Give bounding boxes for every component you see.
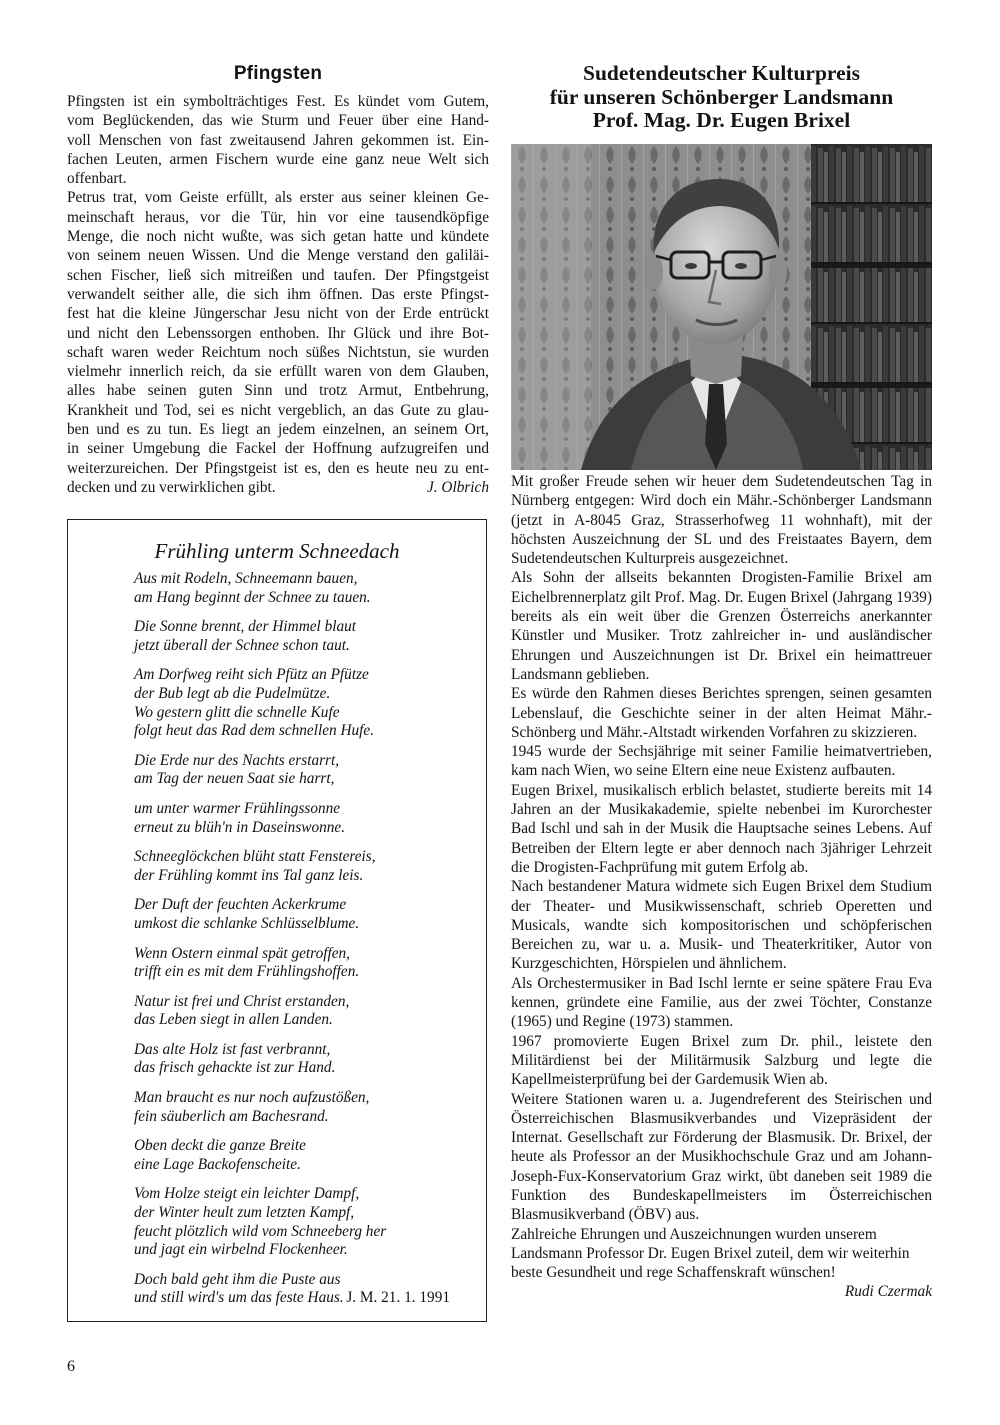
poem-stanza	[134, 945, 474, 982]
poem-line: umkost die schlanke Schlüsselblume.	[134, 914, 360, 932]
article-paragraph: Mit großer Freude sehen wir heuer dem Sudetendeutschen Tag in Nürnberg entgegen: Wird doch ein Mähr.-Schönberger Landsmann (jetzt in A-8045 Graz, Strasserhofweg 11 wohnhaft), mit der höchsten Auszeichnung der SL und des Freistaates Bayern, dem Sudetendeutschen Kulturpreis ausgezeichnet.	[511, 473, 932, 568]
poem-line: das frisch gehackte ist zur Hand.	[134, 1059, 336, 1077]
poem-stanza	[134, 1041, 474, 1078]
portrait-photo	[511, 144, 932, 470]
pfingsten-line: offenbart.	[67, 170, 127, 188]
headline-line: für unseren Schönberger Landsmann	[549, 84, 894, 109]
poem-line: Man braucht es nur noch aufzustößen,	[134, 1089, 370, 1107]
poem-line: trifft ein es mit dem Frühlingshoffen.	[134, 963, 360, 981]
poem-line: folgt heut das Rad dem schnellen Hufe.	[134, 722, 375, 740]
article-paragraph: Nach bestandener Matura widmete sich Eugen Brixel dem Studium der Theater- und Musikwissenschaft, schrieb Operetten und Musicals, wandte sich kompositorischen und schöpferischen Bereichen zu, war u. a. Musik- und Theaterkritiker, Autor von Kurzgeschichten, Hörspielen und ähnlichem.	[511, 878, 932, 973]
pfingsten-line: verwandelt seither alle, die sich ihm öffnen. Das erste Pfingst-	[67, 285, 489, 303]
poem-line: Die Erde nur des Nachts erstarrt,	[134, 751, 340, 769]
pfingsten-line: alles habe seinen guten Sinn und trotz Armut, Entbehrung,	[67, 382, 489, 400]
poem-line: der Frühling kommt ins Tal ganz leis.	[134, 866, 364, 884]
pfingsten-line: von seinem neuen Wissen. Und die Menge verstand den galiläi-	[67, 247, 489, 265]
pfingsten-article	[67, 62, 489, 497]
poem-stanza	[134, 666, 474, 740]
pfingsten-line: und nicht den Lebenssorgen enthoben. Ihr Glück und ihre Bot-	[67, 324, 489, 342]
article-paragraph: Als Orchestermusiker in Bad Ischl lernte er seine spätere Frau Eva kennen, gründete eine Familie, aus der zwei Töchter, Constanze (1965) und Regine (1973) stammen.	[511, 974, 932, 1031]
poem-stanza	[134, 752, 474, 789]
pfingsten-line: weiterzureichen. Der Pfingstgeist ist es, den es heute neu zu ent-	[67, 459, 489, 477]
kulturpreis-body	[511, 472, 932, 1302]
pfingsten-line: Menge, die noch nicht wußte, was sich getan hatte und kündete	[67, 228, 489, 246]
pfingsten-line: vielmehr innerlich reich, da sie erfüllt waren von dem Glauben,	[67, 363, 489, 381]
poem-line: Am Dorfweg reiht sich Pfütz an Pfütze	[134, 666, 369, 684]
poem-line: Die Sonne brennt, der Himmel blaut	[134, 618, 357, 636]
pfingsten-line: vom Beglückenden, das wie Sturm und Feuer über eine Hand-	[67, 112, 489, 130]
poem-line: erneut zu blüh'n in Daseinswonne.	[134, 818, 346, 836]
poem-line: jetzt überall der Schnee schon taut.	[134, 636, 350, 654]
poem-line: Natur ist frei und Christ erstanden,	[134, 992, 350, 1010]
pfingsten-final-line: decken und zu verwirklichen gibt.	[67, 478, 276, 496]
article-paragraph: Eugen Brixel, musikalisch erblich belastet, studierte bereits mit 14 Jahren an der Musikakademie, spielte nebenbei im Kurorchester Bad Ischl und sah in der Musik die Hauptsache seines Lebens. Auf Betreiben der Eltern legte er aber dennoch nach 3jähriger Lehrzeit die Drogisten-Fachprüfung mit gutem Erfolg ab.	[511, 781, 932, 876]
poem-stanza	[134, 993, 474, 1030]
poem-stanzas	[134, 570, 474, 1319]
poem-line: um unter warmer Frühlingssonne	[134, 799, 341, 817]
article-paragraph: 1967 promovierte Eugen Brixel zum Dr. phil., leistete den Militärdienst bei der Militärmusik Salzburg und legte die Kapellmeisterprüfung bei der Gardemusik Wien ab.	[511, 1032, 932, 1089]
poem-line: Oben deckt die ganze Breite	[134, 1137, 306, 1155]
poem-line: Wenn Ostern einmal spät getroffen,	[134, 944, 350, 962]
poem-stanza	[134, 570, 474, 607]
poem-stanza	[134, 848, 474, 885]
article-paragraph: Weitere Stationen waren u. a. Jugendreferent des Steirischen und Österreichischen Blasmusikverbandes und Vizepräsident der Internat. Gesellschaft zur Förderung der Blasmusik. Dr. Brixel, der heute als Professor an der Musikhochschule Graz und am Johann-Joseph-Fux-Konservatorium Graz wirkt, übt daneben seit 1989 die Funktion des Bundeskapellmeisters im Österreichischen Blasmusikverband (ÖBV) aus.	[511, 1090, 932, 1224]
poem-line: das Leben siegt in allen Landen.	[134, 1011, 333, 1029]
pfingsten-line: voll Menschen von fast zweitausend Jahren gekommen ist. Ein-	[67, 131, 489, 149]
pfingsten-line: meinschaft heraus, vor die Tür, hin vor eine tausendköpfige	[67, 208, 489, 226]
pfingsten-closing	[67, 478, 489, 497]
article-paragraph: Als Sohn der allseits bekannten Drogisten-Familie Brixel am Eichelbrennerplatz gilt Prof. Mag. Dr. Eugen Brixel (Jahrgang 1939) bereits als ein weit über die Grenzen Österreichs anerkannter Künstler und Musiker. Trotz zahlreicher in- und ausländischer Ehrungen und Auszeichnungen ist Dr. Brixel ein heimattreuer Landsmann geblieben.	[511, 569, 932, 683]
poem-line: Vom Holze steigt ein leichter Dampf,	[134, 1185, 360, 1203]
pfingsten-line: in seiner Umgebung die Fackel der Hoffnung aufzugreifen und	[67, 440, 489, 458]
poem-line: Der Duft der feuchten Ackerkrume	[134, 896, 347, 914]
poem-stanza	[134, 1137, 474, 1174]
poem-line: Doch bald geht ihm die Puste aus	[134, 1270, 341, 1288]
poem-line: der Bub legt ab die Pudelmütze.	[134, 684, 331, 702]
kulturpreis-headline	[511, 62, 932, 133]
article-paragraph: Zahlreiche Ehrungen und Auszeichnungen wurden unserem Landsmann Professor Dr. Eugen Brixel zuteil, dem wir weiterhin beste Gesundheit und rege Schaffenskraft wünschen!	[511, 1225, 910, 1282]
poem-title: Frühling unterm Schneedach	[154, 539, 400, 563]
poem-line: fein säuberlich am Bachesrand.	[134, 1107, 329, 1125]
pfingsten-line: Petrus trat, vom Geiste erfüllt, als erster aus seiner kleinen Ge-	[67, 189, 489, 207]
poem-stanza	[134, 800, 474, 837]
kulturpreis-article	[511, 61, 932, 1301]
poem-line: Schneeglöckchen blüht statt Fenstereis,	[134, 848, 376, 866]
pfingsten-line: schaft waren weder Reichtum noch süßes Nichtstun, sie wurden	[67, 343, 489, 361]
poem-date: J. M. 21. 1. 1991	[346, 1289, 450, 1306]
pfingsten-line: Pfingsten ist ein symbolträchtiges Fest. Es kündet vom Gutem,	[67, 93, 489, 110]
pfingsten-title: Pfingsten	[233, 63, 323, 84]
poem-line: am Hang beginnt der Schnee zu tauen.	[134, 588, 371, 606]
pfingsten-line: fachen Leuten, armen Fischern wurde eine ganz neue Welt sich	[67, 150, 489, 168]
headline-line: Sudetendeutscher Kulturpreis	[583, 61, 860, 85]
pfingsten-line: Krankheit und Tod, sei es nicht vergeblich, an das Gute zu glau-	[67, 401, 489, 419]
pfingsten-line: schen Fischer, ließ sich mitreißen und taufen. Der Pfingstgeist	[67, 266, 489, 284]
poem-stanza	[134, 896, 474, 933]
article-paragraph: 1945 wurde der Sechsjährige mit seiner Familie heimatvertrieben, kam nach Wien, wo seine Eltern eine neue Existenz aufbauten.	[511, 743, 932, 780]
pfingsten-line: fest hat die kleine Jüngerschar Jesu nicht von der Erde entrückt	[67, 305, 489, 323]
poem-stanza	[134, 1185, 474, 1259]
headline-line: Prof. Mag. Dr. Eugen Brixel	[592, 108, 851, 132]
poem-line: Wo gestern glitt die schnelle Kufe	[134, 703, 340, 721]
poem-line: Aus mit Rodeln, Schneemann bauen,	[134, 570, 358, 587]
poem-box	[67, 519, 487, 1322]
poem-line: feucht plötzlich wild vom Schneeberg her	[134, 1222, 387, 1240]
page-number: 6	[67, 1358, 75, 1375]
poem-line: und jagt ein wirbelnd Flockenheer.	[134, 1241, 348, 1259]
poem-line: eine Lage Backofenscheite.	[134, 1155, 301, 1173]
poem-stanza	[134, 618, 474, 655]
poem-line: am Tag der neuen Saat sie harrt,	[134, 770, 335, 788]
pfingsten-line: ben und es zu tun. Es liegt an jedem einzelnen, an seinem Ort,	[67, 421, 489, 439]
kulturpreis-author: Rudi Czermak	[844, 1283, 932, 1301]
pfingsten-body	[67, 92, 489, 478]
pfingsten-author: J. Olbrich	[426, 478, 489, 496]
poem-line: der Winter heult zum letzten Kampf,	[134, 1204, 355, 1222]
poem-line: und still wird's um das feste Haus.	[134, 1289, 344, 1307]
poem-line: Das alte Holz ist fast verbrannt,	[134, 1040, 331, 1058]
portrait-image	[511, 144, 932, 470]
article-paragraph: Es würde den Rahmen dieses Berichtes sprengen, seinen gesamten Lebenslauf, die Geschichte seiner in der alten Heimat Mähr.-Schönberg und Mähr.-Altstadt wirkenden Vorfahren zu skizzieren.	[511, 685, 932, 741]
poem-stanza	[134, 1089, 474, 1126]
